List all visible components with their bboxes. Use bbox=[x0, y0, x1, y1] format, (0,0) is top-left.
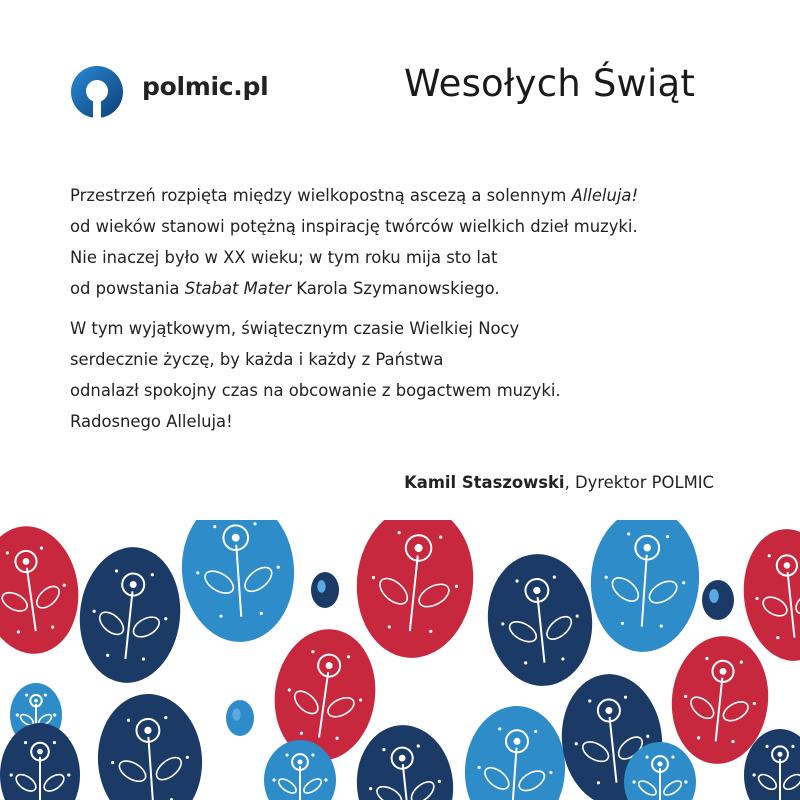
easter-egg bbox=[349, 520, 480, 664]
easter-egg bbox=[351, 720, 459, 800]
letter-body bbox=[70, 180, 750, 446]
signature bbox=[404, 473, 714, 492]
p2-line-4: Radosnego Alleluja! bbox=[70, 412, 233, 431]
easter-egg bbox=[702, 580, 734, 620]
easter-egg bbox=[226, 700, 254, 736]
p1-line-4: od powstania Stabat Mater Karola Szymanowskiego. bbox=[70, 279, 500, 298]
paragraph-1 bbox=[70, 180, 750, 304]
greeting-title: Wesołych Świąt bbox=[404, 62, 696, 105]
p2-line-1: W tym wyjątkowym, świątecznym czasie Wielkiej Nocy bbox=[70, 319, 520, 338]
easter-egg bbox=[586, 520, 704, 656]
p2-line-3: odnalazł spokojny czas na obcowanie z bogactwem muzyki. bbox=[70, 381, 561, 400]
easter-egg bbox=[737, 525, 800, 666]
paragraph-2 bbox=[70, 313, 750, 437]
easter-egg bbox=[94, 691, 207, 800]
easter-egg bbox=[73, 542, 187, 688]
easter-egg bbox=[0, 520, 86, 660]
polmic-logo-icon bbox=[64, 64, 130, 120]
easter-egg bbox=[177, 520, 299, 646]
signature-name: Kamil Staszowski bbox=[404, 473, 565, 492]
brand-name: polmic.pl bbox=[142, 72, 269, 101]
p1-line-3: Nie inaczej było w XX wieku; w tym roku mija sto lat bbox=[70, 248, 498, 267]
p1-line-2: od wieków stanowi potężną inspirację twórców wielkich dzieł muzyki. bbox=[70, 217, 638, 236]
easter-egg bbox=[0, 723, 80, 800]
easter-egg bbox=[311, 572, 339, 608]
p2-line-2: serdecznie życzę, by każda i każdy z Państwa bbox=[70, 350, 444, 369]
signature-role: , Dyrektor POLMIC bbox=[564, 473, 714, 492]
easter-eggs-illustration bbox=[0, 520, 800, 800]
easter-egg bbox=[481, 549, 598, 691]
p1-line-1: Przestrzeń rozpięta między wielkopostną ascezą a solennym Alleluja! bbox=[70, 186, 639, 205]
easter-egg bbox=[461, 703, 570, 800]
